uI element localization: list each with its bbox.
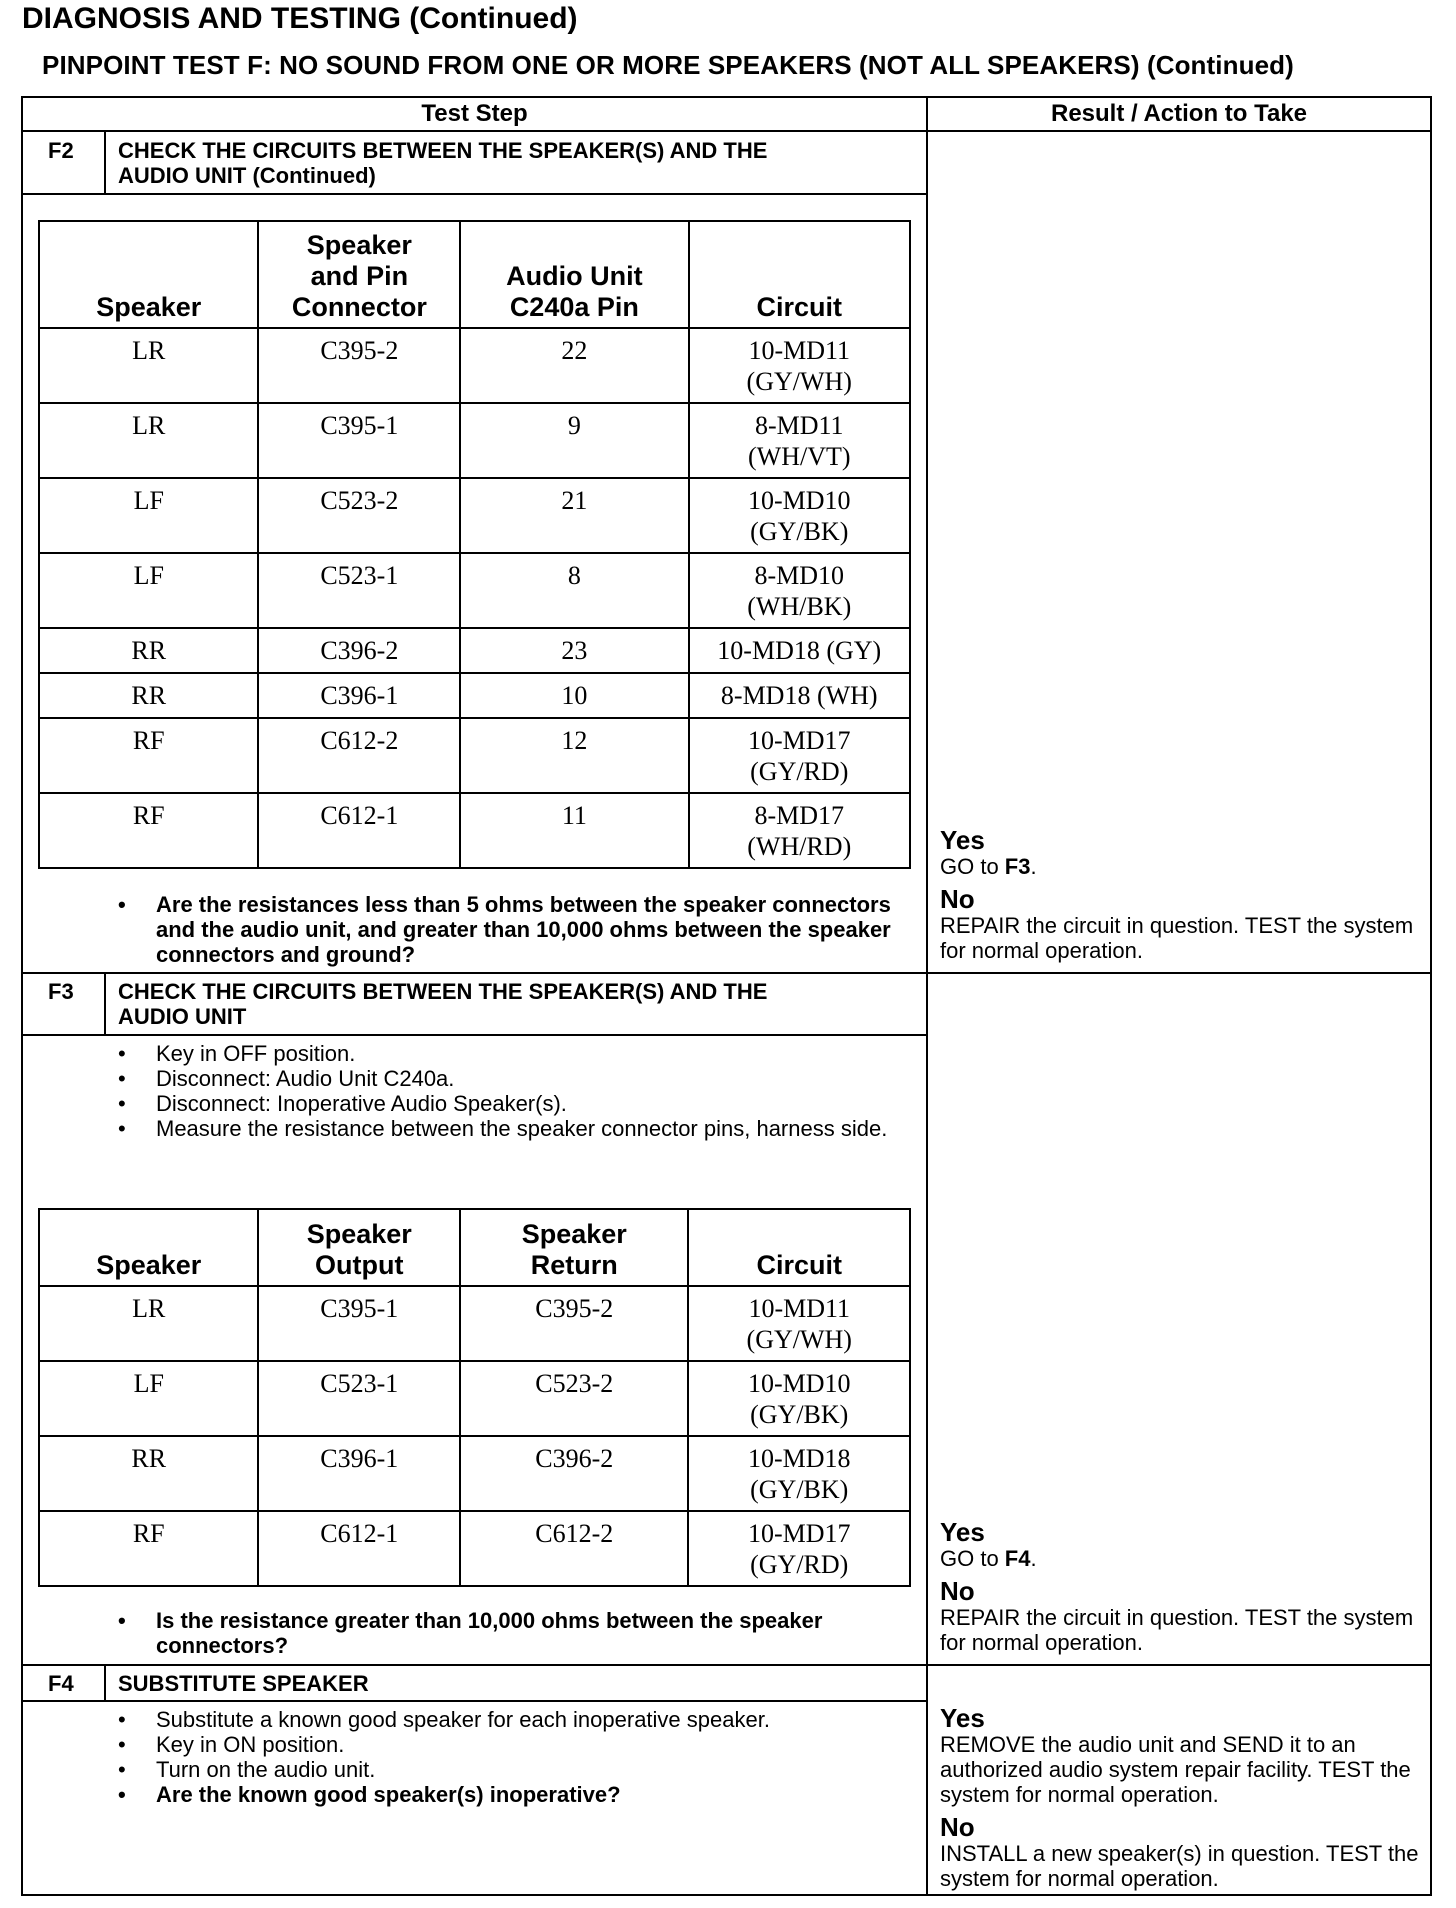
- f2-no-action: REPAIR the circuit in question. TEST the system for normal operation.: [940, 913, 1414, 963]
- f3-header-return: Speaker Return: [460, 1209, 688, 1286]
- f2-row-divider: [21, 972, 1432, 974]
- f2-header-circuit: Circuit: [689, 221, 910, 328]
- table-row: [39, 793, 910, 868]
- f4-yes-action: REMOVE the audio unit and SEND it to an authorized audio system repair facility. TEST the system for normal operation.: [940, 1732, 1411, 1807]
- cell-pin: 22: [460, 328, 688, 403]
- f2-header-audio-pin: Audio Unit C240a Pin: [460, 221, 688, 328]
- cell-pin: 12: [460, 718, 688, 793]
- list-item: • Disconnect: Inoperative Audio Speaker(s).: [118, 1091, 908, 1116]
- cell-pin: 11: [460, 793, 688, 868]
- table-border-top: [21, 96, 1432, 98]
- f4-id-divider: [104, 1664, 106, 1701]
- table-row: [39, 1361, 910, 1436]
- cell-connector: C396-2: [258, 628, 460, 673]
- cell-return: C396-2: [460, 1436, 688, 1511]
- cell-return: C395-2: [460, 1286, 688, 1361]
- cell-pin: 21: [460, 478, 688, 553]
- list-item: • Substitute a known good speaker for each inoperative speaker.: [118, 1707, 908, 1732]
- cell-circuit: 10-MD17 (GY/RD): [688, 1511, 910, 1586]
- cell-connector: C612-1: [258, 793, 460, 868]
- cell-connector: C612-2: [258, 718, 460, 793]
- cell-pin: 8: [460, 553, 688, 628]
- f3-title-divider: [21, 1034, 928, 1036]
- f2-step-title: CHECK THE CIRCUITS BETWEEN THE SPEAKER(S) AND THE AUDIO UNIT (Continued): [118, 138, 768, 188]
- f3-step-list: [118, 1041, 908, 1141]
- f3-header-speaker: Speaker: [39, 1209, 258, 1286]
- cell-circuit: 8-MD11 (WH/VT): [689, 403, 910, 478]
- cell-output: C523-1: [258, 1361, 460, 1436]
- cell-circuit: 10-MD10 (GY/BK): [689, 478, 910, 553]
- cell-connector: C396-1: [258, 673, 460, 718]
- column-divider: [926, 96, 928, 1896]
- f3-yes-label: Yes: [940, 1517, 985, 1547]
- cell-speaker: RF: [39, 1511, 258, 1586]
- cell-circuit: 10-MD18 (GY): [689, 628, 910, 673]
- cell-speaker: LR: [39, 328, 258, 403]
- f3-id-divider: [104, 972, 106, 1035]
- cell-return: C612-2: [460, 1511, 688, 1586]
- f3-header-output: Speaker Output: [258, 1209, 460, 1286]
- f3-header-circuit: Circuit: [688, 1209, 910, 1286]
- list-item: • Disconnect: Audio Unit C240a.: [118, 1066, 908, 1091]
- table-row: [39, 673, 910, 718]
- page-subtitle: PINPOINT TEST F: NO SOUND FROM ONE OR MORE SPEAKERS (NOT ALL SPEAKERS) (Continued): [42, 50, 1294, 80]
- list-item: • Key in OFF position.: [118, 1041, 908, 1066]
- table-border-bottom: [21, 1894, 1432, 1896]
- f3-question: • Is the resistance greater than 10,000 ohms between the speaker connectors?: [118, 1608, 908, 1658]
- cell-speaker: LF: [39, 553, 258, 628]
- cell-output: C612-1: [258, 1511, 460, 1586]
- cell-connector: C395-1: [258, 403, 460, 478]
- header-divider: [21, 130, 1432, 132]
- cell-connector: C523-1: [258, 553, 460, 628]
- cell-speaker: LF: [39, 478, 258, 553]
- f4-step-id: F4: [48, 1671, 74, 1696]
- list-item: • Turn on the audio unit.: [118, 1757, 908, 1782]
- cell-speaker: LR: [39, 1286, 258, 1361]
- table-row: [39, 403, 910, 478]
- f3-pin-table: [38, 1208, 911, 1587]
- header-result-action: Result / Action to Take: [1050, 100, 1308, 127]
- table-row: [39, 478, 910, 553]
- cell-speaker: LF: [39, 1361, 258, 1436]
- header-test-step: Test Step: [421, 100, 528, 127]
- f4-title-divider: [21, 1700, 928, 1702]
- cell-return: C523-2: [460, 1361, 688, 1436]
- table-row: [39, 718, 910, 793]
- cell-speaker: LR: [39, 403, 258, 478]
- f3-step-id: F3: [48, 979, 74, 1004]
- list-item: • Key in ON position.: [118, 1732, 908, 1757]
- f3-row-divider: [21, 1664, 1432, 1666]
- f2-no-label: No: [940, 884, 975, 914]
- f2-header-connector: Speaker and Pin Connector: [258, 221, 460, 328]
- f2-step-id: F2: [48, 138, 74, 163]
- f3-step-title: CHECK THE CIRCUITS BETWEEN THE SPEAKER(S) AND THE AUDIO UNIT: [118, 979, 768, 1029]
- table-row: [39, 1436, 910, 1511]
- cell-speaker: RF: [39, 793, 258, 868]
- cell-speaker: RR: [39, 1436, 258, 1511]
- page-title: DIAGNOSIS AND TESTING (Continued): [22, 2, 578, 35]
- cell-circuit: 10-MD18 (GY/BK): [688, 1436, 910, 1511]
- f3-question-list: [118, 1608, 908, 1658]
- f4-no-action: INSTALL a new speaker(s) in question. TEST the system for normal operation.: [940, 1841, 1419, 1891]
- cell-speaker: RR: [39, 673, 258, 718]
- cell-connector: C395-2: [258, 328, 460, 403]
- f2-id-divider: [104, 130, 106, 194]
- cell-pin: 23: [460, 628, 688, 673]
- f3-no-action: REPAIR the circuit in question. TEST the system for normal operation.: [940, 1605, 1414, 1655]
- f2-pin-table: [38, 220, 911, 869]
- cell-circuit: 8-MD17 (WH/RD): [689, 793, 910, 868]
- f2-yes-action: GO to F3.: [940, 854, 1037, 879]
- f4-yes-label: Yes: [940, 1703, 985, 1733]
- cell-speaker: RF: [39, 718, 258, 793]
- f2-result: [940, 826, 1420, 963]
- cell-circuit: 10-MD10 (GY/BK): [688, 1361, 910, 1436]
- cell-output: C396-1: [258, 1436, 460, 1511]
- list-item: • Measure the resistance between the speaker connector pins, harness side.: [118, 1116, 908, 1141]
- cell-connector: C523-2: [258, 478, 460, 553]
- table-row: [39, 1511, 910, 1586]
- cell-circuit: 10-MD11 (GY/WH): [688, 1286, 910, 1361]
- f4-step-list: [118, 1707, 908, 1807]
- f4-question: • Are the known good speaker(s) inoperative?: [118, 1782, 908, 1807]
- table-row: [39, 553, 910, 628]
- f3-yes-action: GO to F4.: [940, 1546, 1037, 1571]
- cell-speaker: RR: [39, 628, 258, 673]
- f2-title-divider: [21, 193, 928, 195]
- cell-circuit: 8-MD10 (WH/BK): [689, 553, 910, 628]
- f4-step-title: SUBSTITUTE SPEAKER: [118, 1671, 369, 1696]
- cell-output: C395-1: [258, 1286, 460, 1361]
- f4-no-label: No: [940, 1812, 975, 1842]
- cell-circuit: 8-MD18 (WH): [689, 673, 910, 718]
- f4-result: [940, 1704, 1420, 1891]
- f2-question-list: [118, 892, 908, 967]
- f3-result: [940, 1518, 1420, 1655]
- cell-pin: 10: [460, 673, 688, 718]
- cell-pin: 9: [460, 403, 688, 478]
- f2-yes-label: Yes: [940, 825, 985, 855]
- f3-no-label: No: [940, 1576, 975, 1606]
- cell-circuit: 10-MD17 (GY/RD): [689, 718, 910, 793]
- table-border-left: [21, 96, 23, 1896]
- table-row: [39, 1286, 910, 1361]
- f2-question: • Are the resistances less than 5 ohms between the speaker connectors and the audio unit, and greater than 10,000 ohms between the speaker connectors and ground?: [118, 892, 908, 967]
- table-row: [39, 628, 910, 673]
- table-border-right: [1430, 96, 1432, 1896]
- f2-header-speaker: Speaker: [39, 221, 258, 328]
- cell-circuit: 10-MD11 (GY/WH): [689, 328, 910, 403]
- table-row: [39, 328, 910, 403]
